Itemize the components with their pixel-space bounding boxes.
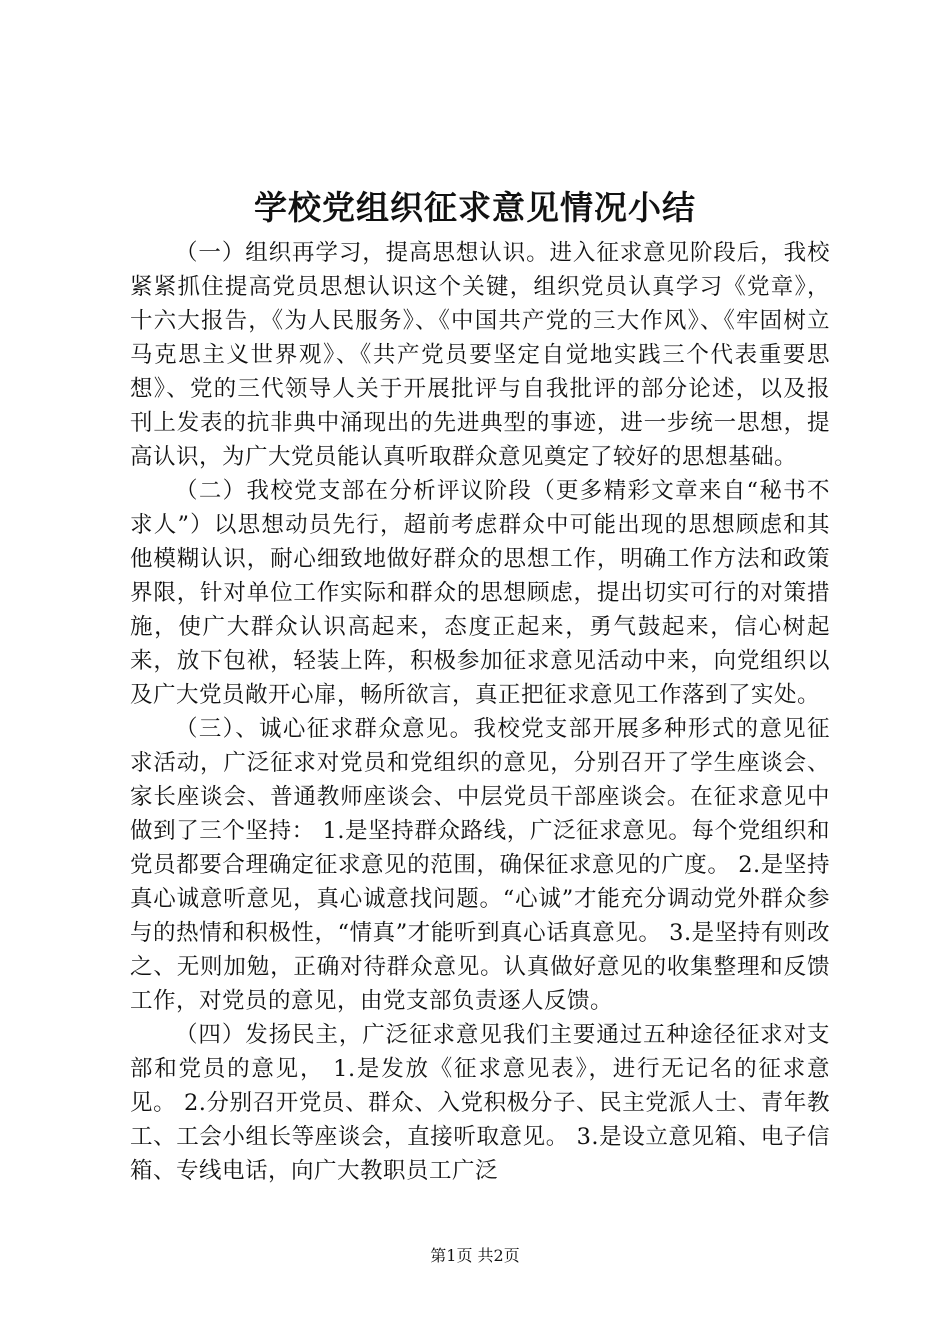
paragraph-2: （二）我校党支部在分析评议阶段（更多精彩文章来自“秘书不求人”）以思想动员先行，超前考虑群众中可能出现的思想顾虑和其他模糊认识，耐心细致地做好群众的思想工作，明确工作方法和政策界限，针对单位工作实际和群众的思想顾虑，提出切实可行的对策措施，使广大群众认识高起来，态度正起来，勇气鼓起来，信心树起来，放下包袱，轻装上阵，积极参加征求意见活动中来，向党组织以及广大党员敞开心扉，畅所欲言，真正把征求意见工作落到了实处。 bbox=[130, 478, 830, 708]
page-number-footer: 第1页 共2页 bbox=[430, 1246, 520, 1265]
paragraph-4: （四）发扬民主，广泛征求意见我们主要通过五种途径征求对支部和党员的意见， 1.是发放《征求意见表》，进行无记名的征求意见。 2.分别召开党员、群众、入党积极分子、民主党派人士、青年教工、工会小组长等座谈会，直接听取意见。 3.是设立意见箱、电子信箱、专线电话，向广大教职员工广泛 bbox=[130, 1022, 830, 1184]
document-body bbox=[130, 236, 830, 1188]
document-title: 学校党组织征求意见情况小结 bbox=[254, 188, 696, 227]
paragraph-1: （一）组织再学习，提高思想认识。进入征求意见阶段后，我校紧紧抓住提高党员思想认识这个关键，组织党员认真学习《党章》，十六大报告，《为人民服务》、《中国共产党的三大作风》、《牢固树立马克思主义世界观》、《共产党员要坚定自觉地实践三个代表重要思想》、党的三代领导人关于开展批评与自我批评的部分论述，以及报刊上发表的抗非典中涌现出的先进典型的事迹，进一步统一思想，提高认识，为广大党员能认真听取群众意见奠定了较好的思想基础。 bbox=[130, 240, 830, 470]
paragraph-3: （三）、诚心征求群众意见。我校党支部开展多种形式的意见征求活动，广泛征求对党员和党组织的意见，分别召开了学生座谈会、家长座谈会、普通教师座谈会、中层党员干部座谈会。在征求意见中做到了三个坚持： 1.是坚持群众路线，广泛征求意见。每个党组织和党员都要合理确定征求意见的范围，确保征求意见的广度。 2.是坚持真心诚意听意见，真心诚意找问题。“心诚”才能充分调动党外群众参与的热情和积极性，“情真”才能听到真心话真意见。 3.是坚持有则改之、无则加勉，正确对待群众意见。认真做好意见的收集整理和反馈工作，对党员的意见，由党支部负责逐人反馈。 bbox=[130, 716, 830, 1014]
